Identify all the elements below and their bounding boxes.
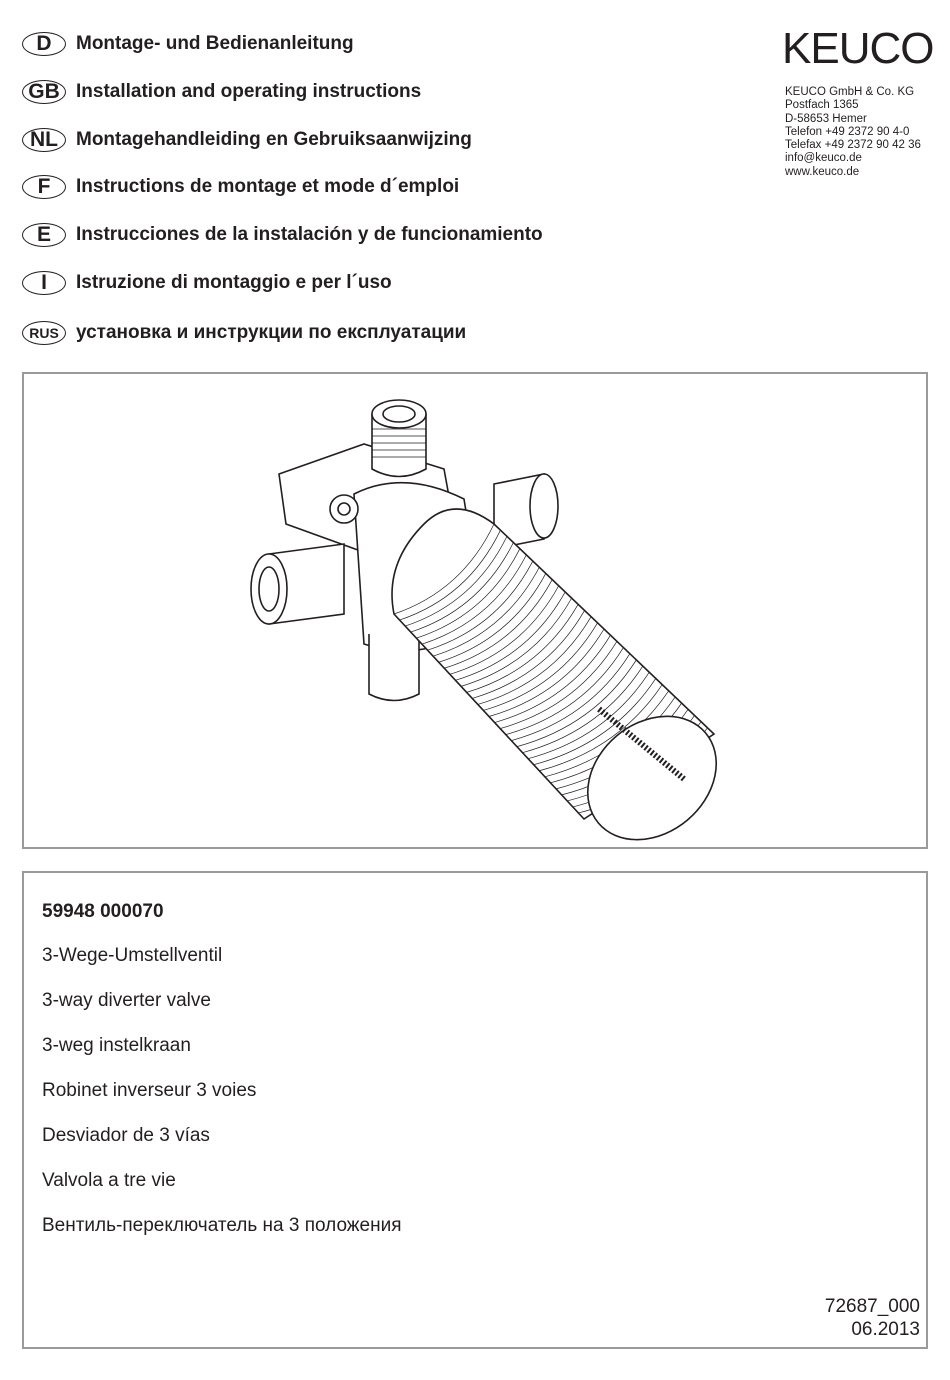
document-number: 72687_000 [824, 1296, 920, 1317]
product-name-fr: Robinet inverseur 3 voies [42, 1080, 257, 1101]
product-code: 59948 000070 [42, 901, 164, 922]
address-line: Telefon +49 2372 90 4-0 [785, 125, 910, 138]
address-line: www.keuco.de [785, 165, 860, 178]
company-address [785, 86, 921, 179]
language-badge: RUS [22, 321, 66, 345]
language-row-gb [22, 79, 421, 105]
language-badge: NL [22, 128, 66, 152]
language-title: установка и инструкции по експлуатации [76, 322, 467, 343]
address-line: Postfach 1365 [785, 99, 859, 112]
language-badge: I [22, 271, 66, 295]
language-title: Istruzione di montaggio e per l´uso [76, 272, 392, 293]
language-title: Installation and operating instructions [76, 81, 422, 102]
language-badge: D [22, 32, 66, 56]
keuco-logo: KEUCO [782, 24, 934, 73]
product-illustration-frame [22, 372, 928, 849]
diverter-valve-illustration [24, 374, 926, 847]
language-badge: F [22, 175, 66, 199]
document-date: 06.2013 [851, 1319, 920, 1340]
product-name-de: 3-Wege-Umstellventil [42, 945, 223, 966]
language-row-i [22, 270, 392, 296]
address-line: D-58653 Hemer [785, 112, 867, 125]
language-badge: E [22, 223, 66, 247]
address-line: info@keuco.de [785, 152, 862, 165]
product-name-it: Valvola a tre vie [42, 1170, 176, 1191]
product-name-en: 3-way diverter valve [42, 990, 211, 1011]
product-name-es: Desviador de 3 vías [42, 1125, 210, 1146]
product-name-ru: Вентиль-переключатель на 3 положения [42, 1215, 402, 1236]
language-badge: GB [22, 80, 66, 104]
language-row-e [22, 222, 543, 248]
language-row-f [22, 174, 459, 200]
product-name-nl: 3-weg instelkraan [42, 1035, 191, 1056]
language-row-d [22, 31, 354, 57]
language-title: Instructions de montage et mode d´emploi [76, 176, 460, 197]
language-title: Instrucciones de la instalación y de funcionamiento [76, 224, 543, 245]
language-title: Montage- und Bedienanleitung [76, 33, 354, 54]
language-title: Montagehandleiding en Gebruiksaanwijzing [76, 129, 472, 150]
address-line: Telefax +49 2372 90 42 36 [785, 139, 921, 152]
language-row-nl [22, 127, 472, 153]
address-line: KEUCO GmbH & Co. KG [785, 86, 915, 98]
language-row-rus [22, 320, 466, 346]
product-info-frame [22, 871, 928, 1349]
